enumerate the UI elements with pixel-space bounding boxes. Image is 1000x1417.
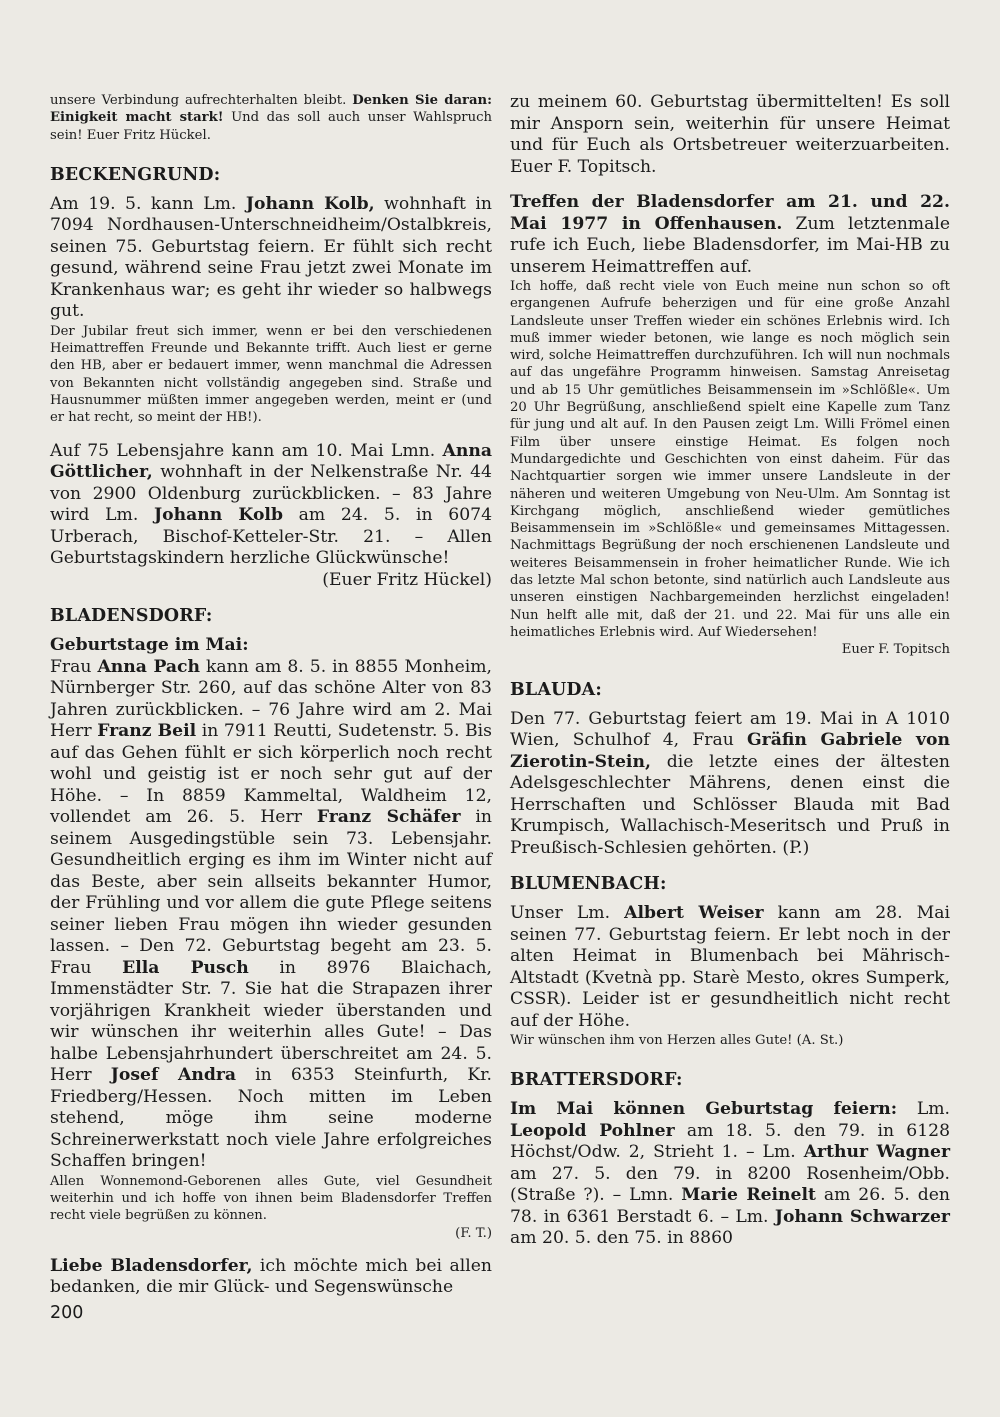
bold-run: Albert Weiser — [624, 903, 764, 924]
text-run: kann am 28. Mai seinen 77. Geburtstag feiern. Er lebt noch in der alten Heimat in Blumenbach bei Mährisch-Altstadt (Kvetnà pp. Starè Mesto, okres Sumperk, CSSR). Leider ist er gesundheitlich nicht recht auf der Höhe. — [510, 903, 950, 1031]
bladensdorf-paragraph-1 — [50, 657, 492, 1173]
bold-run: Marie Reinelt — [681, 1185, 816, 1206]
text-run: unsere Verbindung aufrechterhalten bleibt. — [50, 93, 353, 108]
bold-run: Gräfin Gabriele von Zierotin-Stein, — [510, 730, 950, 772]
treffen-paragraph-1 — [510, 192, 950, 278]
text-run: Und das soll auch unser Wahlspruch sein! Euer Fritz Hückel. — [50, 110, 492, 143]
blumenbach-paragraph-1 — [510, 903, 950, 1032]
bladensdorf-subheading: Geburtstage im Mai: — [50, 635, 249, 656]
bold-run: Denken Sie daran: Einigkeit macht stark! — [50, 93, 493, 126]
text-run: am 20. 5. den 75. in 8860 — [510, 1228, 733, 1249]
section-heading-beckengrund: BECKENGRUND: — [50, 164, 221, 185]
bold-run: Franz Beil — [97, 721, 197, 742]
beckengrund-paragraph-2: Der Jubilar freut sich immer, wenn er bei den verschiedenen Heimattreffen Freunde und Bekannte trifft. Auch liest er gerne den HB, aber er bedauert immer, wenn manchmal die Adressen von Bekannten nicht vollständig angegeben sind. Straße und Hausnummer müßten immer angegeben werden, meint er (und er hat recht, so meint der HB!). — [50, 323, 492, 426]
text-run: am 26. 5. den 78. in 6361 Berstadt 6. – Lm. — [510, 1185, 950, 1227]
page-number: 200 — [50, 1303, 84, 1323]
bold-run: Anna Pach — [97, 656, 201, 677]
bold-run: Franz Schäfer — [316, 807, 461, 828]
text-run: die letzte eines der ältesten Adelsgeschlechter Mährens, denen einst die Herrschaften und Schlösser Blauda mit Bad Krumpisch, Wallachisch-Meseritsch und Pruß in Preußisch-Schlesien gehörten. (P.) — [510, 751, 950, 858]
blumenbach-paragraph-2: Wir wünschen ihm von Herzen alles Gute! (A. St.) — [510, 1033, 844, 1049]
bladensdorf-paragraph-3 — [50, 1256, 492, 1299]
bold-run: Anna Göttlicher, — [50, 440, 492, 483]
bold-run: Leopold Pohlner — [510, 1120, 675, 1141]
section-heading-brattersdorf: BRATTERSDORF: — [510, 1070, 683, 1091]
text-run: Am 19. 5. kann Lm. — [50, 193, 246, 214]
beckengrund-signature: (Euer Fritz Hückel) — [322, 569, 492, 590]
bold-run: Ella Pusch — [122, 957, 249, 978]
bold-run: Josef Andra — [110, 1065, 237, 1086]
text-run: in 6353 Steinfurth, Kr. Friedberg/Hessen. Noch mitten im Leben stehend, möge ihm seine moderne Schreinerwerkstatt noch viele Jahre erfolgreiches Schaffen bringen! — [50, 1065, 492, 1172]
text-run: kann am 8. 5. in 8855 Monheim, Nürnberger Str. 260, auf das schöne Alter von 83 Jahren zurückblicken. – 76 Jahre wird am 2. Mai Herr — [50, 656, 492, 742]
text-run: Auf 75 Lebensjahre kann am 10. Mai Lmn. — [50, 440, 443, 461]
section-heading-blumenbach: BLUMENBACH: — [510, 874, 667, 895]
text-run: Den 77. Geburtstag feiert am 19. Mai in A 1010 Wien, Schulhof 4, Frau — [510, 708, 950, 751]
text-run: Lm. — [897, 1099, 951, 1120]
section-heading-bladensdorf: BLADENSDORF: — [50, 606, 213, 627]
text-run: ich möchte mich bei allen bedanken, die mir Glück- und Segenswünsche — [50, 1255, 492, 1298]
beckengrund-paragraph-1 — [50, 194, 492, 323]
text-run: wohnhaft in 7094 Nordhausen-Unterschneidheim/Ostalbkreis, seinen 75. Geburtstag feiern. Er fühlt sich recht gesund, während seine Frau jetzt zwei Monate im Krankenhaus war; es geht ihr wieder so halbwegs gut. — [50, 193, 492, 322]
text-run: Unser Lm. — [510, 903, 625, 924]
section-heading-blauda: BLAUDA: — [510, 679, 602, 700]
text-run: in 8976 Blaichach, Immenstädter Str. 7. Sie hat die Strapazen ihrer vorjährigen Krankheit wieder überstanden und wir wünschen ihr weiterhin alles Gute! – Das halbe Lebensjahrhundert überschreitet am 24. 5. Herr — [50, 957, 493, 1086]
bold-run: Arthur Wagner — [803, 1142, 950, 1163]
text-run: Zum letztenmale rufe ich Euch, liebe Bladensdorfer, im Mai-HB zu unserem Heimattreffen auf. — [510, 213, 950, 277]
text-run: am 24. 5. in 6074 Urberach, Bischof-Ketteler-Str. 21. – Allen Geburtstagskindern herzliche Glückwünsche! — [50, 505, 492, 569]
text-run: in seinem Ausgedingstüble sein 73. Lebensjahr. Gesundheitlich erging es ihm im Winter nicht auf das Beste, aber sein allseits bekannter Humor, der Frühling und vor allem die gute Pflege seitens seiner lieben Frau mögen ihn wieder gesunden lassen. – Den 72. Geburtstag begeht am 23. 5. Frau — [50, 807, 492, 978]
bladensdorf-paragraph-2: Allen Wonnemond-Geborenen alles Gute, viel Gesundheit weiterhin und ich hoffe von ihnen beim Bladensdorfer Treffen recht viele begrüßen zu können. — [50, 1173, 492, 1224]
bold-run: Treffen der Bladensdorfer am 21. und 22. Mai 1977 in Offenhausen. — [510, 192, 950, 234]
bold-run: Johann Kolb — [153, 505, 283, 526]
intro-paragraph — [50, 92, 492, 144]
beckengrund-paragraph-3 — [50, 441, 492, 570]
text-run: wohnhaft in der Nelkenstraße Nr. 44 von 2900 Oldenburg zurückblicken. – 83 Jahre wird Lm. — [50, 462, 492, 526]
text-run: am 18. 5. den 79. in 6128 Höchst/Odw. 2, Strieht 1. – Lm. — [510, 1120, 951, 1163]
bold-run: Johann Schwarzer — [774, 1206, 950, 1227]
bold-run: Im Mai können Geburtstag feiern: — [510, 1099, 898, 1120]
bladensdorf-signature: (F. T.) — [455, 1225, 492, 1241]
treffen-signature: Euer F. Topitsch — [841, 642, 950, 658]
right-column — [510, 92, 950, 1250]
blauda-paragraph — [510, 709, 950, 860]
treffen-paragraph-2: Ich hoffe, daß recht viele von Euch meine nun schon so oft ergangenen Aufrufe beherzigen und für eine große Anzahl Landsleute unser Treffen wieder ein schönes Erlebnis wird. Ich muß immer wieder betonen, wie lange es noch möglich sein wird, solche Heimattreffen durchzuführen. Ich will nun nochmals auf das ungefähre Programm hinweisen. Samstag Anreisetag und ab 15 Uhr gemütliches Beisammensein im »Schlößle«. Um 20 Uhr Begrüßung, anschließend spielt eine Kapelle zum Tanz für jung und alt auf. In den Pausen zeigt Lm. Willi Frömel einen Film über unsere einstige Heimat. Es folgen noch Mundargedichte und Geschichten von einst daheim. Für das Nachtquartier sorgen wie immer unsere Landsleute in der näheren und weiteren Umgebung von Neu-Ulm. Am Sonntag ist Kirchgang möglich, anschließend wieder gemütliches Beisammensein im »Schlößle« und gemeinsames Mittagessen. Nachmittags Begrüßung der noch erschienenen Landsleute und weiteres Beisammensein in froher heimatlicher Runde. Wie ich das letzte Mal schon betonte, sind natürlich auch Landsleute aus unseren einstigen Nachbargemeinden herzlichst eingeladen! Nun helft alle mit, daß der 21. und 22. Mai für uns alle ein heimatliches Erlebnis wird. Auf Wiedersehen! — [510, 279, 950, 640]
bold-run: Johann Kolb, — [245, 193, 375, 214]
brattersdorf-paragraph — [510, 1099, 950, 1250]
text-run: in 7911 Reutti, Sudetenstr. 5. Bis auf das Gehen fühlt er sich körperlich noch recht wohl und geistig ist er noch sehr gut auf der Höhe. – In 8859 Kammeltal, Waldheim 12, vollendet am 26. 5. Herr — [50, 721, 492, 828]
text-run: am 27. 5. den 79. in 8200 Rosenheim/Obb. (Straße ?). – Lmn. — [510, 1163, 950, 1206]
continuation-paragraph: zu meinem 60. Geburtstag übermittelten! Es soll mir Ansporn sein, weiterhin für unsere Heimat und für Euch als Ortsbetreuer weiterzuarbeiten. Euer F. Topitsch. — [510, 92, 950, 177]
bold-run: Liebe Bladensdorfer, — [50, 1255, 253, 1276]
text-run: Frau — [50, 656, 98, 677]
left-column — [50, 92, 492, 1299]
